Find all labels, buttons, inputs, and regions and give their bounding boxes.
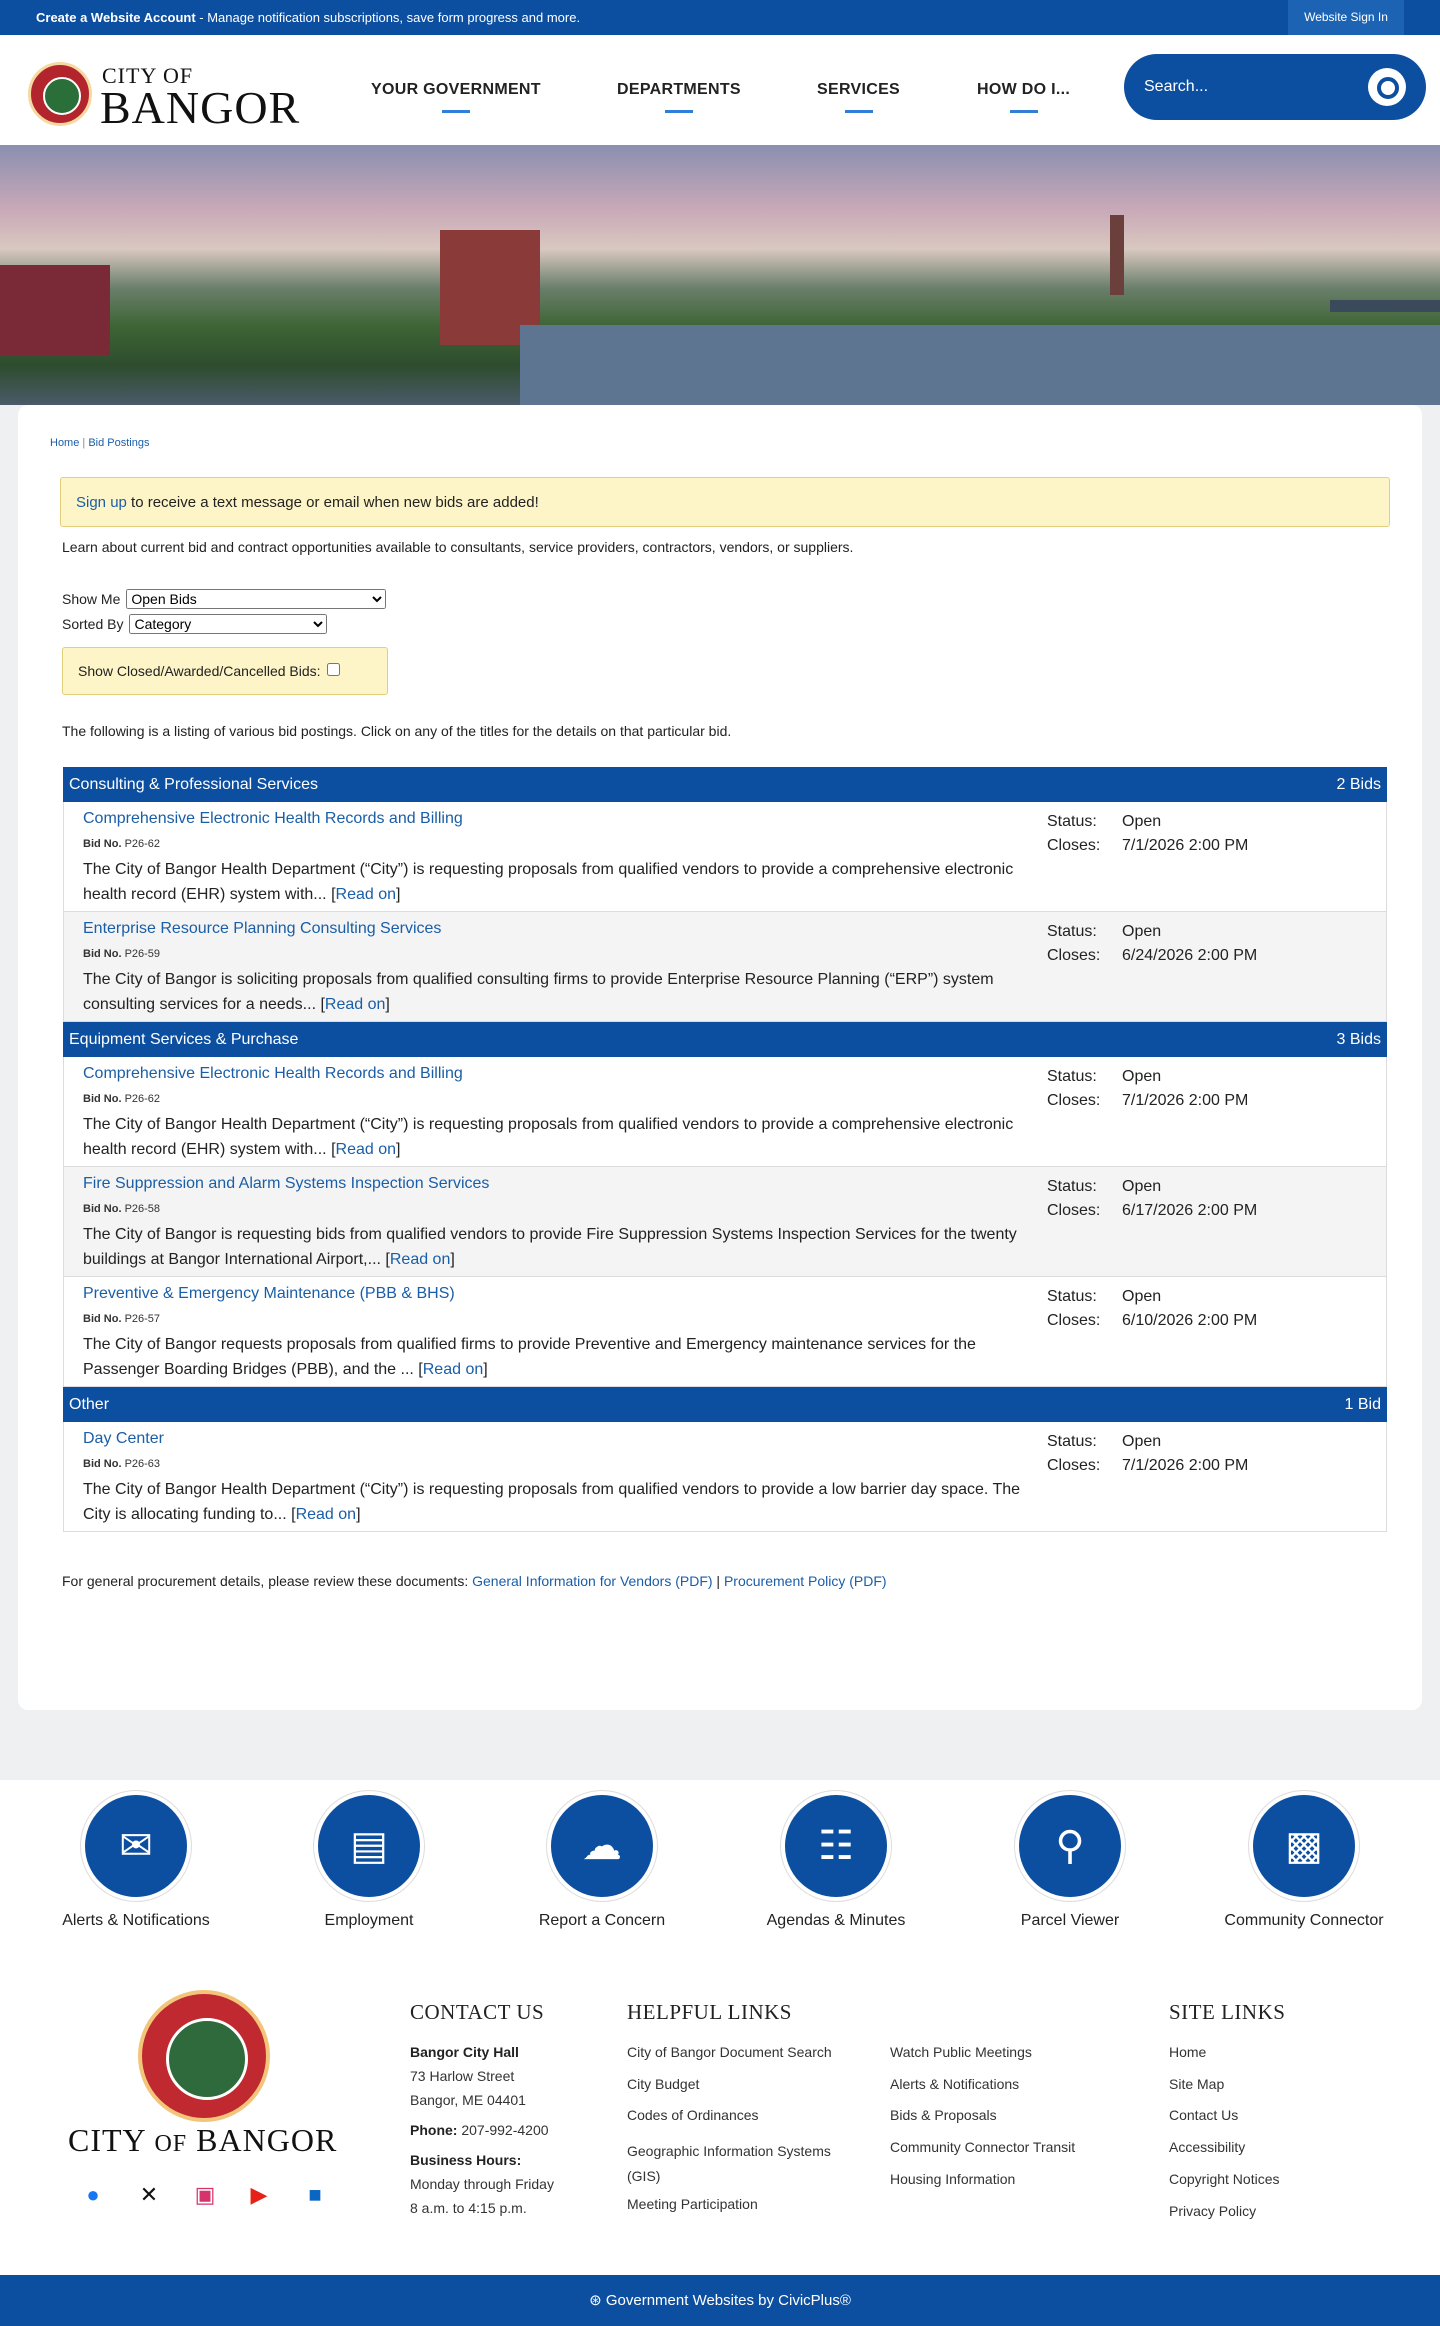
quick-link-agendas[interactable]: ☷ Agendas & Minutes bbox=[736, 1790, 936, 1930]
bid-close-date: 6/10/2026 2:00 PM bbox=[1122, 1312, 1258, 1329]
bid-description: The City of Bangor is requesting bids from qualified vendors to provide Fire Suppression Systems Inspection Services for the twenty buildings at Bangor International Airport,... bbox=[83, 1226, 1017, 1268]
bid-status: Open bbox=[1122, 1433, 1162, 1450]
contact-info: Bangor City Hall 73 Harlow Street Bangor, ME 04401 Phone: 207-992-4200 Business Hours: Monday through Friday 8 a.m. to 4:15 p.m. bbox=[410, 2044, 554, 2216]
read-on-link[interactable]: Read on bbox=[335, 1141, 397, 1158]
read-on-link[interactable]: Read on bbox=[324, 996, 386, 1013]
bid-title-link[interactable]: Enterprise Resource Planning Consulting Services bbox=[83, 920, 442, 937]
youtube-icon[interactable]: ▶ bbox=[250, 2182, 268, 2207]
website-sign-in-button[interactable]: Website Sign In bbox=[1288, 0, 1404, 35]
alerts-icon: ✉ bbox=[85, 1795, 187, 1897]
signup-alert: Sign up to receive a text message or email when new bids are added! bbox=[60, 477, 1390, 527]
bid-number: P26-59 bbox=[124, 948, 161, 960]
bid-status: Open bbox=[1122, 1288, 1162, 1305]
civicplus-link[interactable]: CivicPlus® bbox=[778, 2292, 851, 2309]
bid-description: The City of Bangor is soliciting proposals from qualified consulting firms to provide Enterprise Resource Planning (“ERP”) system consulting services for a needs... bbox=[83, 971, 994, 1013]
read-on-link[interactable]: Read on bbox=[422, 1361, 484, 1378]
helpful-links-heading: HELPFUL LINKS bbox=[627, 2000, 792, 2024]
bid-close-date: 7/1/2026 2:00 PM bbox=[1122, 837, 1249, 854]
show-me-select[interactable] bbox=[126, 589, 386, 609]
bid-description: The City of Bangor Health Department (“City”) is requesting proposals from qualified vendors to provide a low barrier day space. The City is allocating funding to... bbox=[83, 1481, 1021, 1523]
bid-description: The City of Bangor Health Department (“City”) is requesting proposals from qualified vendors to provide a comprehensive electronic health record (EHR) system with... bbox=[83, 1116, 1014, 1158]
bid-item: Comprehensive Electronic Health Records and Billing Bid No. P26-62 The City of Bangor Health Department (“City”) is requesting proposals from qualified vendors to provide a comprehensive electronic health record (EHR) system with... [Read on] Status: Closes: Open 7/1/2026 2:00 PM bbox=[63, 802, 1387, 912]
sorted-by-select[interactable] bbox=[129, 614, 327, 634]
briefcase-icon: ▤ bbox=[318, 1795, 420, 1897]
bid-description: The City of Bangor requests proposals from qualified firms to provide Preventive and Emergency maintenance services for the Passenger Boarding Bridges (PBB), and the ... bbox=[83, 1336, 976, 1378]
facebook-icon[interactable]: ● bbox=[86, 2182, 100, 2207]
signup-link[interactable]: Sign up bbox=[76, 494, 127, 511]
bid-item: Fire Suppression and Alarm Systems Inspection Services Bid No. P26-58 The City of Bangor is requesting bids from qualified vendors to provide Fire Suppression Systems Inspection Services for the twenty buildings at Bangor International Airport,... [Read on] Status: Closes: Open 6/17/2026 2:00 PM bbox=[63, 1167, 1387, 1277]
show-closed-checkbox[interactable] bbox=[327, 663, 340, 676]
bid-number: P26-63 bbox=[124, 1458, 161, 1470]
bid-item: Enterprise Resource Planning Consulting Services Bid No. P26-59 The City of Bangor is soliciting proposals from qualified consulting firms to provide Enterprise Resource Planning (“ERP”) system consulting services for a needs... [Read on] Status: Closes: Open 6/24/2026 2:00 PM bbox=[63, 912, 1387, 1022]
bid-close-date: 6/24/2026 2:00 PM bbox=[1122, 947, 1258, 964]
search-box bbox=[1124, 54, 1426, 120]
bid-title-link[interactable]: Day Center bbox=[83, 1430, 164, 1447]
chat-bubbles-icon: ☁ bbox=[551, 1795, 653, 1897]
logo-city-of: CITY OF bbox=[102, 63, 194, 88]
map-pin-icon: ⚲ bbox=[1019, 1795, 1121, 1897]
nav-how-do-i[interactable]: HOW DO I... bbox=[977, 81, 1071, 98]
sorted-by-filter: Sorted By Category bbox=[62, 614, 327, 634]
footer-link[interactable]: Accessibility bbox=[1169, 2139, 1246, 2155]
bid-count: 1 Bid bbox=[1344, 1396, 1381, 1413]
city-seal-icon bbox=[28, 62, 92, 126]
bid-number: P26-57 bbox=[124, 1313, 161, 1325]
quick-link-report-concern[interactable]: ☁ Report a Concern bbox=[502, 1790, 702, 1930]
breadcrumb: Home | Bid Postings bbox=[50, 437, 150, 449]
footer-link[interactable]: Meeting Participation bbox=[627, 2196, 758, 2212]
procurement-info: For general procurement details, please review these documents: General Information for Vendors (PDF) | Procurement Policy (PDF) bbox=[62, 1573, 887, 1589]
bid-count: 3 Bids bbox=[1336, 1031, 1381, 1048]
quick-links bbox=[0, 1780, 1440, 1940]
search-icon[interactable] bbox=[1368, 68, 1406, 106]
quick-link-community-connector[interactable]: ▩ Community Connector bbox=[1204, 1790, 1404, 1930]
nav-services[interactable]: SERVICES bbox=[817, 81, 901, 98]
phone-number: 207-992-4200 bbox=[457, 2122, 549, 2138]
show-closed-filter: Show Closed/Awarded/Cancelled Bids: bbox=[62, 647, 388, 695]
footer-link[interactable]: City of Bangor Document Search bbox=[627, 2044, 832, 2060]
instagram-icon[interactable]: ▣ bbox=[194, 2182, 216, 2207]
civicplus-bar: ⊛ Government Websites by CivicPlus® bbox=[0, 2275, 1440, 2326]
footer-link[interactable]: Home bbox=[1169, 2044, 1207, 2060]
contact-heading: CONTACT US bbox=[410, 2000, 545, 2024]
civicplus-icon: ⊛ bbox=[589, 2292, 606, 2309]
footer-link[interactable]: Housing Information bbox=[890, 2171, 1016, 2187]
hero-banner-image bbox=[0, 145, 1440, 405]
bid-description: The City of Bangor Health Department (“City”) is requesting proposals from qualified vendors to provide a comprehensive electronic health record (EHR) system with... bbox=[83, 861, 1014, 903]
bid-title-link[interactable]: Preventive & Emergency Maintenance (PBB & BHS) bbox=[83, 1285, 455, 1302]
show-me-filter: Show Me Open Bids bbox=[62, 589, 386, 609]
quick-link-employment[interactable]: ▤ Employment bbox=[269, 1790, 469, 1930]
bid-item: Comprehensive Electronic Health Records and Billing Bid No. P26-62 The City of Bangor Health Department (“City”) is requesting proposals from qualified vendors to provide a comprehensive electronic health record (EHR) system with... [Read on] Status: Closes: Open 7/1/2026 2:00 PM bbox=[63, 1057, 1387, 1167]
top-bar bbox=[0, 0, 1440, 35]
bid-number: P26-62 bbox=[124, 838, 161, 850]
read-on-link[interactable]: Read on bbox=[389, 1251, 451, 1268]
footer-link[interactable]: Privacy Policy bbox=[1169, 2203, 1257, 2219]
bid-status: Open bbox=[1122, 813, 1162, 830]
footer-city-name: CITY OF BANGOR bbox=[68, 2122, 338, 2158]
account-description: - Manage notification subscriptions, save form progress and more. bbox=[195, 10, 581, 25]
bid-list bbox=[63, 767, 1387, 1532]
bid-title-link[interactable]: Fire Suppression and Alarm Systems Inspection Services bbox=[83, 1175, 490, 1192]
calendar-icon: ☷ bbox=[785, 1795, 887, 1897]
footer-link[interactable]: Community Connector Transit bbox=[890, 2139, 1076, 2155]
footer-link[interactable]: Bids & Proposals bbox=[890, 2107, 997, 2123]
nav-your-government[interactable]: YOUR GOVERNMENT bbox=[371, 81, 541, 98]
footer-link[interactable]: Copyright Notices bbox=[1169, 2171, 1280, 2187]
category-header: Other 1 Bid bbox=[63, 1387, 1387, 1422]
quick-link-alerts[interactable]: ✉ Alerts & Notifications bbox=[36, 1790, 236, 1930]
logo-bangor: BANGOR bbox=[100, 82, 301, 133]
city-seal-logo bbox=[138, 1990, 270, 2122]
site-links-heading: SITE LINKS bbox=[1169, 2000, 1286, 2024]
footer-link[interactable]: Watch Public Meetings bbox=[890, 2044, 1032, 2060]
site-header bbox=[0, 35, 1440, 145]
bid-item: Day Center Bid No. P26-63 The City of Bangor Health Department (“City”) is requesting proposals from qualified vendors to provide a low barrier day space. The City is allocating funding to... [Read on] Status: Closes: Open 7/1/2026 2:00 PM bbox=[63, 1422, 1387, 1532]
quick-link-parcel-viewer[interactable]: ⚲ Parcel Viewer bbox=[970, 1790, 1170, 1930]
account-message bbox=[36, 10, 580, 25]
listing-intro: The following is a listing of various bid postings. Click on any of the titles for the details on that particular bid. bbox=[62, 723, 732, 739]
bid-status: Open bbox=[1122, 923, 1162, 940]
breadcrumb-home[interactable]: Home bbox=[50, 437, 80, 449]
intro-text: Learn about current bid and contract opportunities available to consultants, service providers, contractors, vendors, or suppliers. bbox=[62, 539, 854, 555]
bus-icon: ▩ bbox=[1253, 1795, 1355, 1897]
bid-status: Open bbox=[1122, 1178, 1162, 1195]
read-on-link[interactable]: Read on bbox=[295, 1506, 357, 1523]
linkedin-icon[interactable]: ■ bbox=[308, 2182, 322, 2207]
bid-title-link[interactable]: Comprehensive Electronic Health Records and Billing bbox=[83, 1065, 463, 1082]
breadcrumb-bid-postings[interactable]: Bid Postings bbox=[88, 437, 150, 449]
footer-link[interactable]: Contact Us bbox=[1169, 2107, 1239, 2123]
category-header: Consulting & Professional Services 2 Bids bbox=[63, 767, 1387, 802]
bid-number: P26-62 bbox=[124, 1093, 161, 1105]
footer-link[interactable]: Geographic Information Systems (GIS) bbox=[627, 2143, 831, 2184]
bid-status: Open bbox=[1122, 1068, 1162, 1085]
bid-item: Preventive & Emergency Maintenance (PBB & BHS) Bid No. P26-57 The City of Bangor requests proposals from qualified firms to provide Preventive and Emergency maintenance services for the Passenger Boarding Bridges (PBB), and the ... [Read on] Status: Closes: Open 6/10/2026 2:00 PM bbox=[63, 1277, 1387, 1387]
bid-close-date: 7/1/2026 2:00 PM bbox=[1122, 1457, 1249, 1474]
site-footer bbox=[0, 1940, 1440, 2275]
footer-link[interactable]: Alerts & Notifications bbox=[890, 2076, 1020, 2092]
nav-departments[interactable]: DEPARTMENTS bbox=[617, 81, 741, 98]
bid-close-date: 6/17/2026 2:00 PM bbox=[1122, 1202, 1258, 1219]
bid-count: 2 Bids bbox=[1336, 776, 1381, 793]
main-content-card bbox=[18, 405, 1422, 1710]
read-on-link[interactable]: Read on bbox=[335, 886, 397, 903]
footer-link[interactable]: Codes of Ordinances bbox=[627, 2107, 759, 2123]
footer-link[interactable]: City Budget bbox=[627, 2076, 700, 2092]
procurement-policy-pdf-link[interactable]: Procurement Policy (PDF) bbox=[723, 1573, 887, 1589]
city-logo[interactable] bbox=[28, 57, 308, 133]
bid-title-link[interactable]: Comprehensive Electronic Health Records and Billing bbox=[83, 810, 463, 827]
bid-number: P26-58 bbox=[124, 1203, 161, 1215]
vendor-info-pdf-link[interactable]: General Information for Vendors (PDF) bbox=[472, 1573, 713, 1589]
footer-link[interactable]: Site Map bbox=[1169, 2076, 1225, 2092]
category-header: Equipment Services & Purchase 3 Bids bbox=[63, 1022, 1387, 1057]
search-input[interactable] bbox=[1144, 74, 1344, 100]
bid-close-date: 7/1/2026 2:00 PM bbox=[1122, 1092, 1249, 1109]
create-account-link[interactable]: Create a Website Account bbox=[36, 10, 196, 25]
x-icon[interactable]: ✕ bbox=[139, 2182, 159, 2207]
